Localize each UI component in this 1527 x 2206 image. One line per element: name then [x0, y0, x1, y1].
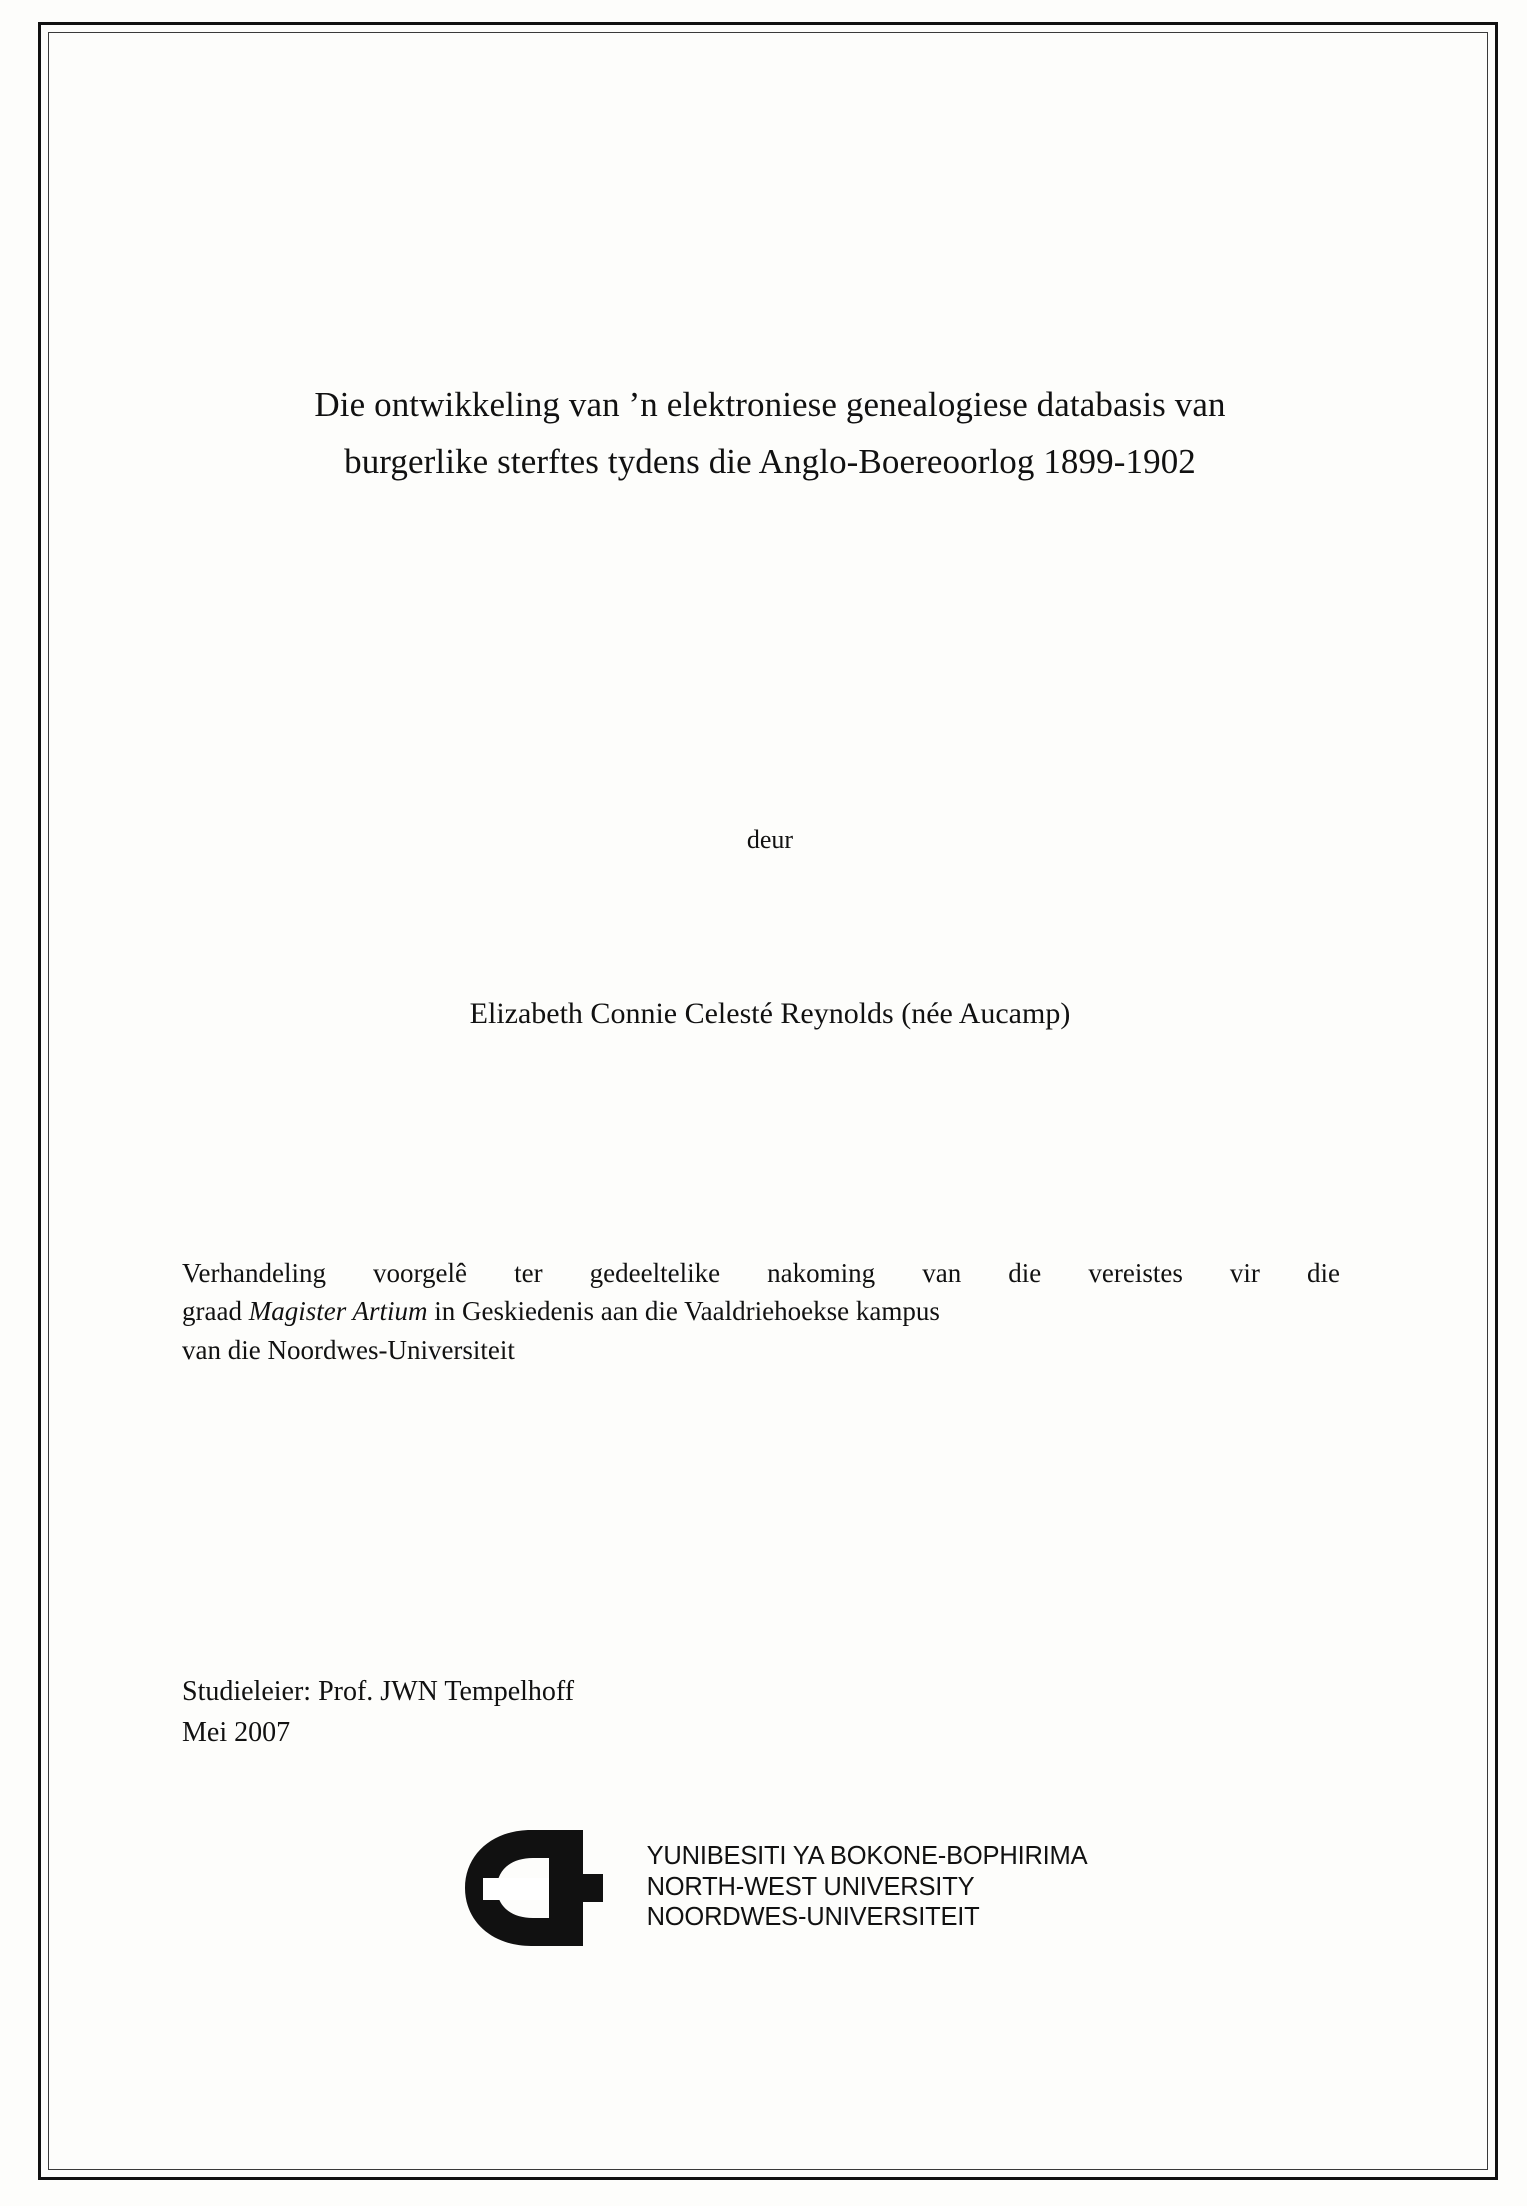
author-name: Elizabeth Connie Celesté Reynolds (née Aucamp) — [469, 997, 1071, 1031]
degree-statement-line-2-suffix: in Geskiedenis aan die Vaaldriehoekse kampus — [427, 1296, 940, 1327]
author-section — [175, 822, 1365, 1035]
by-word-label: deur — [746, 825, 794, 854]
page-title — [175, 377, 1365, 490]
degree-statement-line-3: van die Noordwes-Universiteit — [182, 1334, 515, 1365]
title-line-1: Die ontwikkeling van ’n elektroniese genealogiese databasis van — [314, 385, 1226, 424]
degree-statement-line-1: Verhandeling voorgelê ter gedeeltelike nakoming van die vereistes vir die — [182, 1258, 1340, 1288]
university-logo — [175, 1822, 1365, 1954]
title-line-2: burgerlike sterftes tydens die Anglo-Boereoorlog 1899-1902 — [344, 441, 1196, 481]
supervisor-section — [182, 1672, 1082, 1754]
degree-name-italic: Magister Artium — [248, 1296, 428, 1327]
nwu-logo-icon — [453, 1822, 643, 1954]
degree-statement-line-2 — [182, 1292, 1340, 1330]
logo-text-line-3: NOORDWES-UNIVERSITEIT — [646, 1903, 980, 1932]
logo-text-line-1: YUNIBESITI YA BOKONE-BOPHIRIMA — [646, 1842, 1088, 1871]
logo-text-line-2: NORTH-WEST UNIVERSITY — [646, 1872, 975, 1901]
degree-statement-line-2-prefix: graad — [182, 1296, 249, 1327]
title-page-content — [175, 32, 1365, 2162]
degree-statement — [182, 1254, 1340, 1369]
date-line: Mei 2007 — [182, 1716, 291, 1748]
supervisor-line: Studieleier: Prof. JWN Tempelhoff — [182, 1676, 575, 1707]
university-logo-text — [647, 1841, 1088, 1935]
